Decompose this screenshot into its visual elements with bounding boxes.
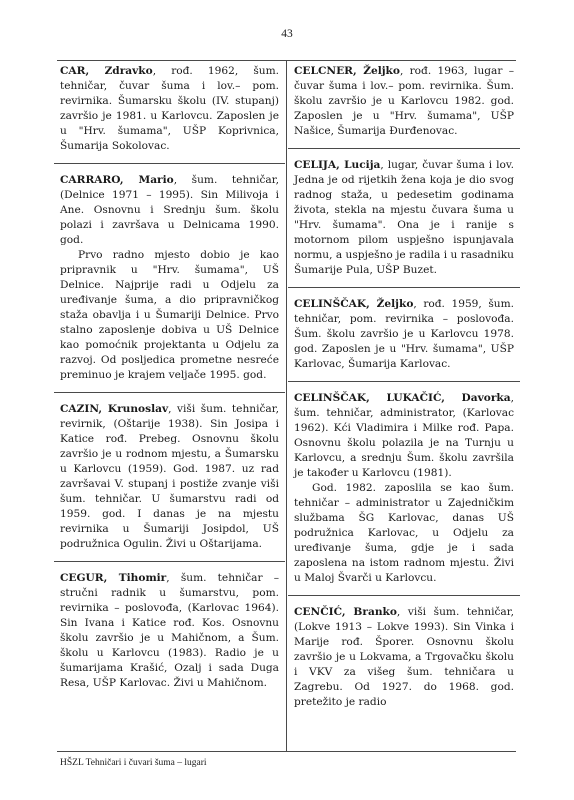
entry-carraro-mario (60, 173, 279, 383)
entry-name: CARRARO, Mario (60, 174, 174, 186)
entry-text: , viši šum. tehničar, (Lokve 1913 – Lokve 1993). Sin Vinka i Marije rođ. Šporer. Osnovnu školu završio je u Lokvama, a Trgovačku školu i VKV za višeg šum. tehničara u Zagrebu. Od 1927. do 1968. god. pretežito je radio (294, 606, 514, 708)
entry-cegur-tihomir (60, 571, 279, 691)
entry-divider (288, 381, 520, 382)
entry-divider (54, 561, 285, 562)
entry-text: , rođ. 1959, šum. tehničar, pom. revirnika – poslovođa. Šum. školu završio je u Karlovcu 1978. god. Zaposlen je u "Hrv. šumama", UŠP Karlovac, Šumarija Karlovac. (294, 298, 515, 370)
entry-celcner-zeljko (294, 64, 514, 139)
left-column (60, 64, 279, 691)
entry-name: CENČIĆ, Branko (294, 606, 397, 618)
entry-celija-lucija (294, 158, 514, 278)
entry-divider (54, 392, 285, 393)
entry-text: , lugar, čuvar šuma i lov. Jedna je od rijetkih žena koja je dio svog radnog staža, u pedesetim godinama života, stekla na mjestu čuvara šuma u "Hrv. šumama". Ona je i ranije s motornom pilom uspješno ispunjavala normu, a uspješno je radila i u rasadniku Šumarije Pula, UŠP Buzet. (294, 159, 515, 276)
entry-name: CAR, Zdravko (60, 65, 153, 77)
page-number: 43 (281, 28, 293, 40)
right-column (294, 64, 514, 710)
entry-text: , šum. tehničar, (Delnice 1971 – 1995). Sin Milivoja i Ane. Osnovnu i Srednju šum. školu polazi i završava u Delnicama 1990. god. (60, 174, 279, 246)
footer-text: HŠZL Tehničari i čuvari šuma – lugari (60, 758, 207, 768)
entry-text-continued: Prvo radno mjesto dobio je kao pripravnik u "Hrv. šumama", UŠ Delnice. Najprije radi u Odjelu za uređivanje šuma, a dio pripravničkog staža obavlja i u Šumariji Delnice. Prvo stalno zaposlenje dobiva u UŠ Delnice kao pomoćnik projektanta u Odjelu za razvoj. Od posljedica prometne nesreće preminuo je krajem veljače 1995. god. (60, 249, 279, 381)
entry-name: CAZIN, Krunoslav (60, 403, 169, 415)
entry-divider (288, 287, 520, 288)
bottom-rule (57, 751, 516, 752)
entry-text-continued: God. 1982. zaposlila se kao šum. tehničar – administrator u Zajedničkim službama ŠG Karlovac, danas UŠ podružnica Karlovac, u Odjelu za uređivanje šuma, gdje je i sada zaposlena na istom radnom mjestu. Živi u Maloj Švarči u Karlovcu. (294, 482, 514, 584)
entry-text: , viši šum. tehničar, revirnik, (Oštarije 1938). Sin Josipa i Katice rođ. Prebeg. Osnovnu školu završio je u rodnom mjestu, a Šumarsku u Karlovcu (1959). God. 1987. uz rad završavai V. stupanj i postiže zvanje viši šum. tehničar. U šumarstvu radi od 1959. god. I danas je na mjestu revirnika u Šumariji Josipdol, UŠ podružnica Ogulin. Živi u Oštarijama. (60, 403, 279, 550)
entry-divider (288, 595, 520, 596)
entry-cazin-krunoslav (60, 402, 279, 552)
entry-text: , šum. tehničar – stručni radnik u šumarstvu, pom. revirnika – poslovođa, (Karlovac 1964). Sin Ivana i Katice rođ. Kos. Osnovnu školu završio je u Mahičnom, a Šum. školu u Karlovcu (1983). Radio je u šumarijama Krašić, Ozalj i sada Duga Resa, UŠP Karlovac. Živi u Mahičnom. (60, 572, 280, 689)
entry-text: , šum. tehničar, administrator, (Karlovac 1962). Kći Vladimira i Milke rođ. Papa. Osnovnu školu polazila je na Turnju u Karlovcu, a srednju Šum. školu završila je također u Karlovcu (1981). (294, 392, 514, 479)
entry-celinscak-lukacic-davorka (294, 391, 514, 586)
entry-name: CELIJA, Lucija (294, 159, 381, 171)
entry-text: , rođ. 1962, šum. tehničar, čuvar šuma i lov.– pom. revirnika. Šumarsku školu (IV. stupanj) završio je 1981. u Karlovcu. Zaposlen je u "Hrv. šumama", UŠP Koprivnica, Šumarija Sokolovac. (60, 65, 279, 152)
column-divider (286, 61, 287, 751)
entry-name: CEGUR, Tihomir (60, 572, 167, 584)
entry-car-zdravko (60, 64, 279, 154)
entry-text: , rođ. 1963, lugar – čuvar šuma i lov.– pom. revirnika. Šum. školu završio je u Karlovcu 1982. god. Zaposlen je u "Hrv. šumama", UŠP Našice, Šumarija Đurđenovac. (294, 65, 514, 137)
entry-divider (54, 163, 285, 164)
entry-celinscak-zeljko (294, 297, 514, 372)
entry-name: CELCNER, Željko (294, 65, 400, 77)
entry-name: CELINŠČAK, Željko (294, 298, 414, 310)
entry-cencic-branko (294, 605, 514, 710)
entry-name: CELINŠČAK, LUKAČIĆ, Davorka (294, 392, 511, 404)
entry-divider (288, 148, 520, 149)
